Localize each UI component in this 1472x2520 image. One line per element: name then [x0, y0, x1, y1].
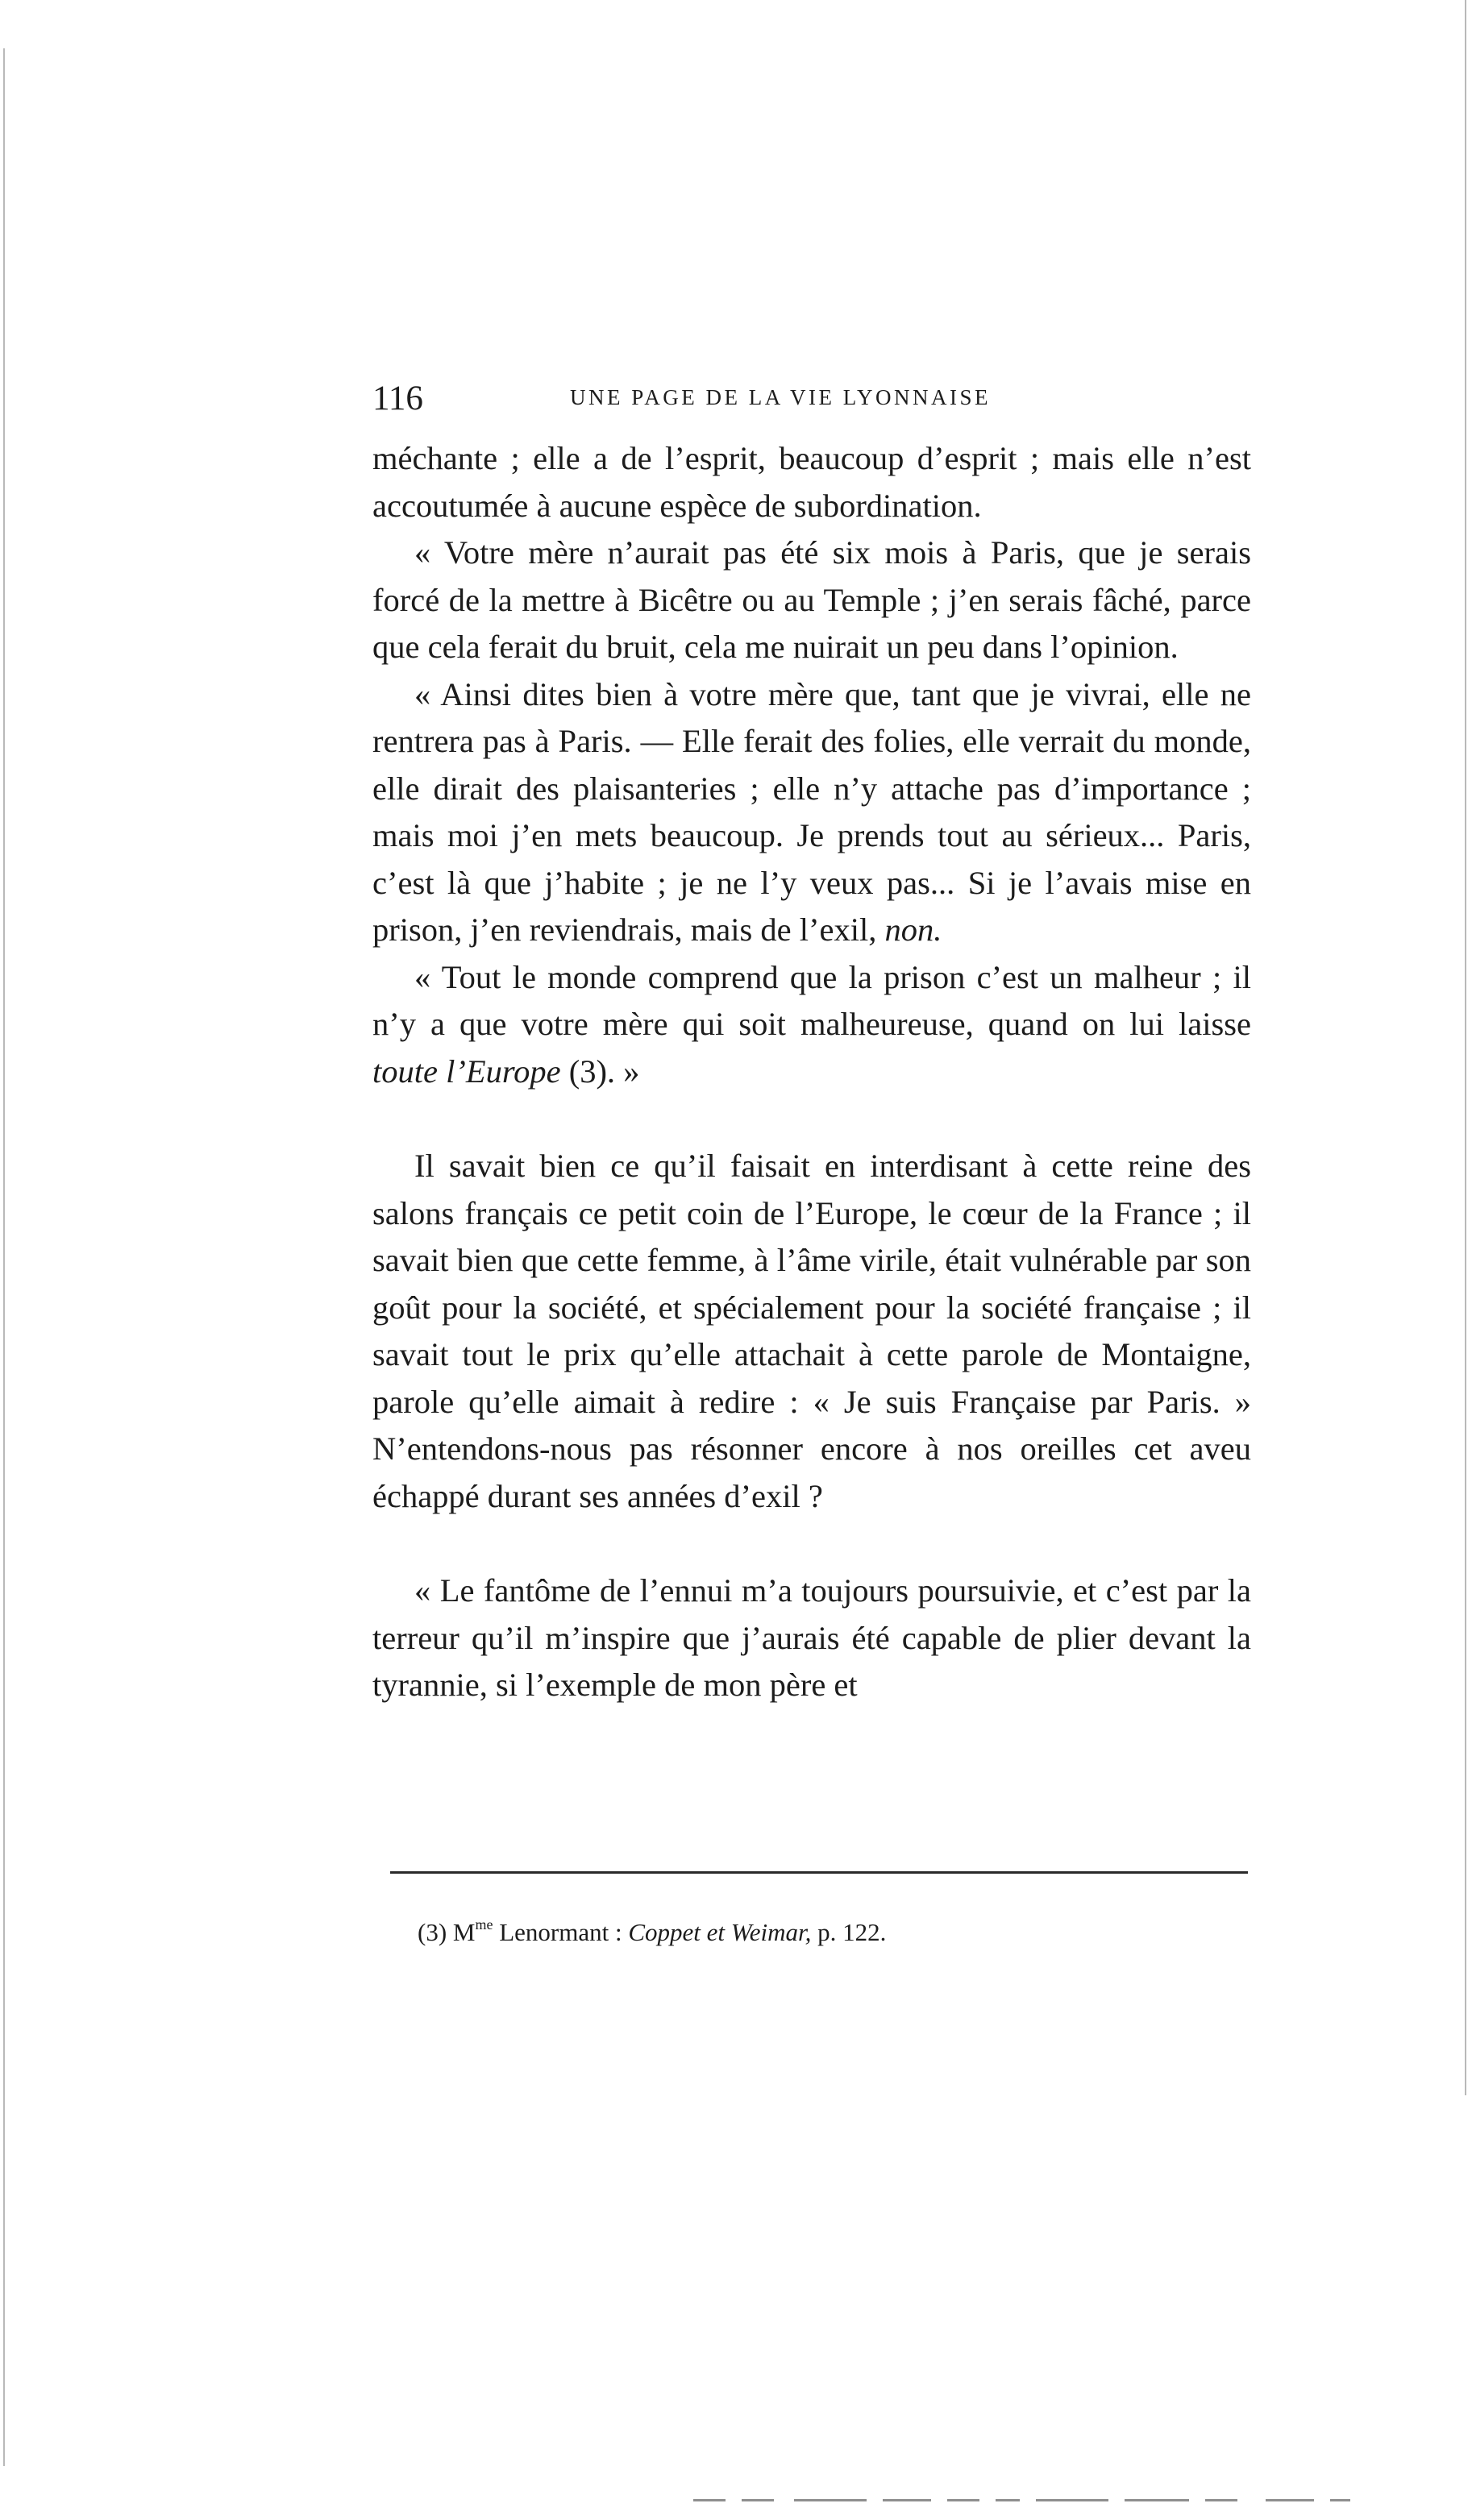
footnote-title: Coppet et Weimar,	[628, 1918, 812, 1946]
scan-dash	[794, 2499, 867, 2501]
paragraph-3-italic: non.	[884, 911, 942, 948]
footnote-author-sup: me	[475, 1916, 493, 1933]
page-number: 116	[372, 380, 423, 417]
footnote-page-ref: p. 122.	[817, 1918, 887, 1946]
footnote-marker: (3)	[418, 1918, 447, 1946]
paragraph-gap	[372, 1520, 1251, 1567]
scan-dash	[1036, 2499, 1108, 2501]
paragraph-4-italic: toute l’Europe	[372, 1052, 561, 1090]
footnote-author-prefix: M	[452, 1918, 476, 1946]
scan-right-edge	[1465, 0, 1466, 2095]
paragraph-3-text: « Ainsi dites bien à votre mère que, tant que je vivrai, elle ne rentrera pas à Paris. — Elle ferait des folies, elle verrait du monde, elle dirait des plaisanteries ; elle n’y attache pas d’importance ; mais moi j’en mets beaucoup. Je prends tout au sérieux... Paris, c’est là que j’habite ; je ne l’y veux pas... Si je l’avais mise en prison, j’en reviendrais, mais de l’exil,	[372, 675, 1251, 948]
scan-dash	[1266, 2499, 1314, 2501]
paragraph-1: méchante ; elle a de l’esprit, beaucoup d’esprit ; mais elle n’est accoutumée à aucune espèce de subordination.	[372, 440, 1251, 524]
paragraph-4	[372, 954, 1251, 1096]
paragraph-6: « Le fantôme de l’ennui m’a toujours poursuivie, et c’est par la terreur qu’il m’inspire que j’aurais été capable de plier devant la tyrannie, si l’exemple de mon père et	[372, 1572, 1251, 1703]
paragraph-4-after: (3). »	[568, 1052, 640, 1090]
scan-dash	[947, 2499, 979, 2501]
scan-dash	[883, 2499, 931, 2501]
scan-dash	[1330, 2499, 1350, 2501]
scan-left-edge	[3, 48, 5, 2466]
scan-dash	[1125, 2499, 1189, 2501]
running-title: UNE PAGE DE LA VIE LYONNAISE	[570, 385, 992, 409]
body-text	[372, 435, 1251, 1709]
scan-dash	[1205, 2499, 1237, 2501]
paragraph-gap	[372, 1095, 1251, 1143]
scan-dash	[742, 2499, 774, 2501]
footnote	[418, 1908, 886, 1949]
scan-dash	[996, 2499, 1020, 2501]
footnote-author: Lenormant :	[499, 1918, 622, 1946]
paragraph-2: « Votre mère n’aurait pas été six mois à Paris, que je serais forcé de la mettre à Bicêtre ou au Temple ; j’en serais fâché, parce que cela ferait du bruit, cela me nuirait un peu dans l’opinion.	[372, 534, 1251, 665]
footnote-rule	[390, 1871, 1248, 1874]
paragraph-4-text: « Tout le monde comprend que la prison c’est un malheur ; il n’y a que votre mère qui soit malheureuse, quand on lui laisse	[372, 958, 1251, 1042]
paragraph-3	[372, 671, 1251, 954]
scan-dash	[693, 2499, 726, 2501]
running-head	[372, 379, 1251, 419]
paragraph-5: Il savait bien ce qu’il faisait en interdisant à cette reine des salons français ce petit coin de l’Europe, le cœur de la France ; il savait bien que cette femme, à l’âme virile, était vulnérable par son goût pour la société, et spécialement pour la société française ; il savait tout le prix qu’elle attachait à cette parole de Montaigne, parole qu’elle aimait à redire : « Je suis Française par Paris. » N’entendons-nous pas résonner encore à nos oreilles cet aveu échappé durant ses années d’exil ?	[372, 1148, 1251, 1514]
